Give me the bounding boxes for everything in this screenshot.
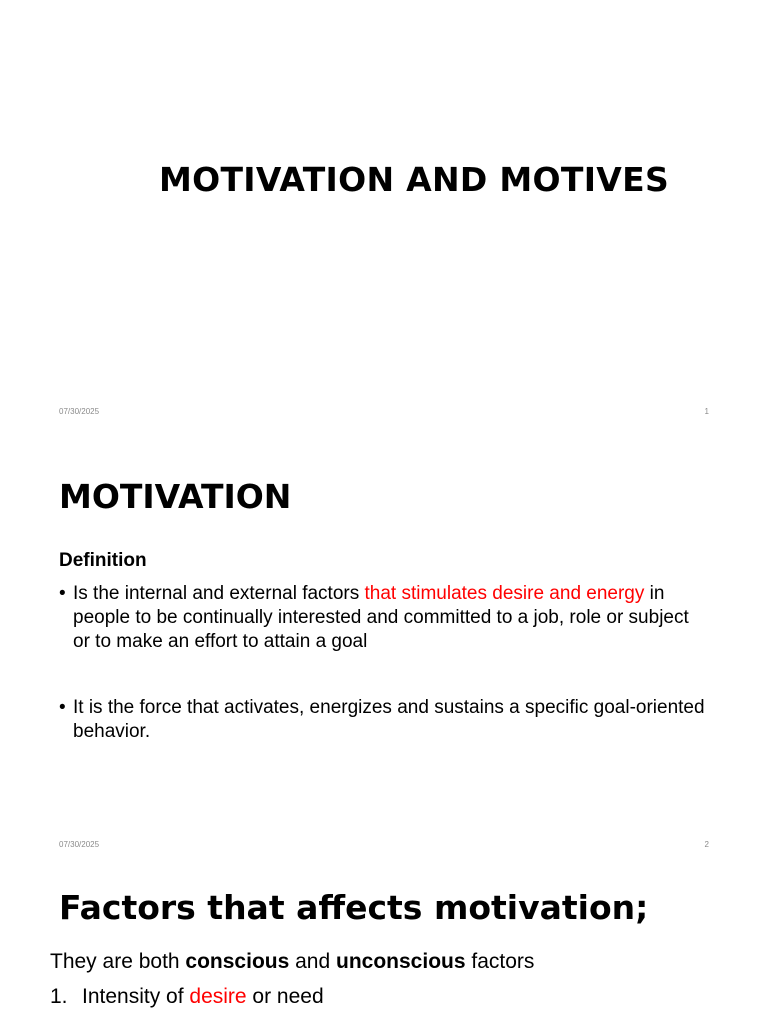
bullet-text-after: in people to be continually interested and committed to a job, role or subject or to make an effort to attain a goal bbox=[73, 583, 689, 652]
intro-middle: and bbox=[289, 950, 337, 973]
slide-3 bbox=[0, 866, 768, 1024]
slide-2 bbox=[0, 433, 768, 866]
slide-title: MOTIVATION bbox=[59, 477, 292, 516]
bullet-marker: • bbox=[59, 697, 66, 718]
bullet-item bbox=[59, 582, 709, 654]
bullet-text: It is the force that activates, energizes and sustains a specific goal-oriented behavior. bbox=[73, 697, 705, 742]
numbered-item bbox=[50, 985, 324, 1009]
slide-title: MOTIVATION AND MOTIVES bbox=[158, 160, 670, 199]
bullet-text-before: Is the internal and external factors bbox=[73, 583, 365, 604]
intro-bold-conscious: conscious bbox=[185, 950, 290, 973]
intro-before: They are both bbox=[50, 950, 186, 973]
slide-1 bbox=[0, 0, 768, 433]
definition-heading: Definition bbox=[59, 550, 147, 571]
bullet-marker: • bbox=[59, 583, 66, 604]
footer-date: 07/30/2025 bbox=[59, 840, 100, 849]
footer-date: 07/30/2025 bbox=[59, 407, 100, 416]
item-text-after: or need bbox=[246, 985, 324, 1008]
page-number: 1 bbox=[704, 407, 709, 416]
bullet-highlight: that stimulates desire and energy bbox=[364, 583, 645, 604]
bullet-item bbox=[59, 696, 709, 744]
item-number: 1. bbox=[50, 985, 68, 1008]
intro-text bbox=[50, 950, 534, 974]
item-highlight: desire bbox=[189, 985, 247, 1008]
intro-bold-unconscious: unconscious bbox=[336, 950, 466, 973]
bullet-text bbox=[59, 582, 709, 654]
slide-title: Factors that affects motivation; bbox=[59, 888, 649, 927]
item-text-before: Intensity of bbox=[82, 985, 190, 1008]
page-number: 2 bbox=[704, 840, 709, 849]
intro-after: factors bbox=[465, 950, 535, 973]
